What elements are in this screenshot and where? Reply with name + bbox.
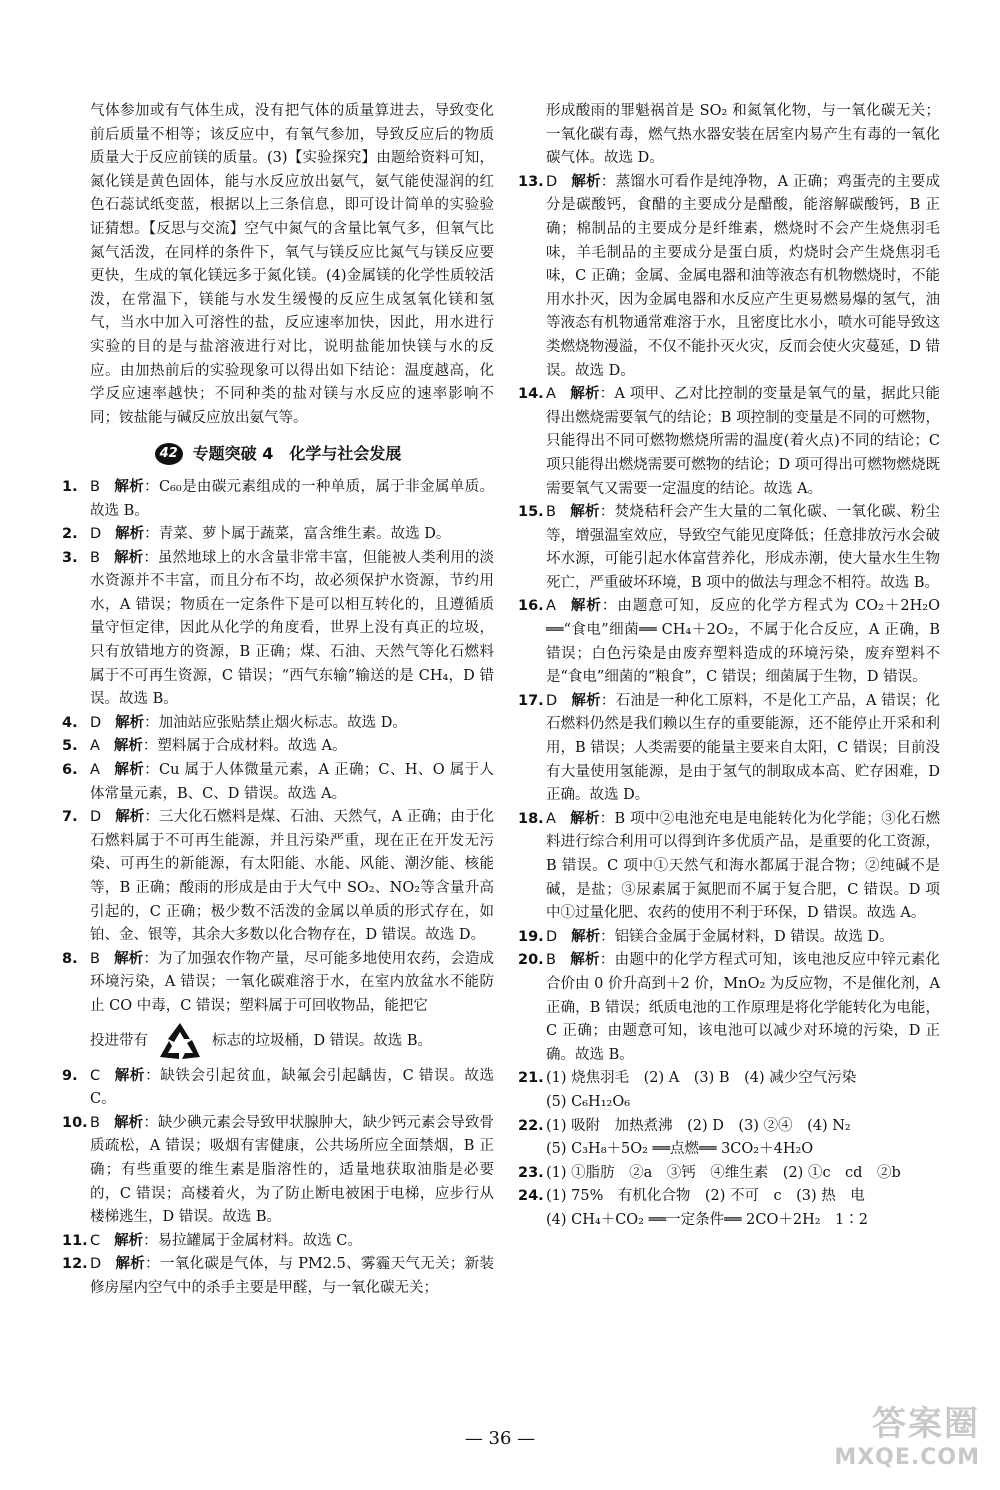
answer-list-left [62, 476, 494, 1301]
item-number: 18. [518, 810, 544, 827]
analysis-text: ：三大化石燃料是煤、石油、天然气，A 正确；由于化石燃料属于不可再生能源，并且污染严重，现在正在开发无污染、可再生的新能源，有太阳能、水能、风能、潮汐能、核能等，B 正确；酸雨的形成是由于大气中 SO₂、NO₂等含量升高引起的，C 正确；极少数不活泼的金属以单质的形式存在，如铂、金、银等，其余大多数以化合物存在，D 错误。故选 D。 [90, 809, 494, 944]
short-answer-item [518, 1185, 940, 1232]
item-number: 13. [518, 173, 544, 190]
answer-choice: D [90, 809, 102, 826]
short-answer-list [518, 1067, 940, 1232]
short-answer-line: (1) 烧焦羽毛 (2) A (3) B (4) 减少空气污染 [546, 1070, 857, 1087]
section-title: 专题突破 4 化学与社会发展 [192, 444, 402, 464]
analysis-text: ：塑料属于合成材料。故选 A。 [142, 738, 347, 755]
answer-item [62, 759, 494, 806]
answer-item [62, 1253, 494, 1300]
answer-choice: B [90, 950, 100, 967]
answer-item [62, 1230, 494, 1254]
continued-paragraph-right: 形成酸雨的罪魁祸首是 SO₂ 和氮氧化物，与一氧化碳无关；一氧化碳有毒，燃气热水器安装在居室内易产生有毒的一氧化碳气体。故选 D。 [546, 103, 940, 167]
analysis-label: 解析 [113, 762, 145, 779]
analysis-label: 解析 [113, 950, 144, 967]
item-number: 9. [62, 1067, 78, 1084]
item-number: 23. [518, 1164, 544, 1181]
analysis-text: ：缺铁会引起贫血，缺氟会引起龋齿，C 错误。故选 C。 [90, 1067, 495, 1108]
answer-choice: C [90, 1232, 101, 1249]
answer-item [518, 808, 940, 926]
item-number: 19. [518, 928, 544, 945]
analysis-label: 解析 [115, 809, 145, 826]
answer-item [518, 171, 940, 383]
item-number: 8. [62, 950, 78, 967]
analysis-text: ：为了加强农作物产量，尽可能多地使用农药，会造成环境污染，A 错误；一氧化碳难溶于水，在室内放盆水不能防止 CO 中毒，C 错误；塑料属于可回收物品，能把它 [90, 950, 495, 1014]
left-column [62, 100, 494, 1301]
section-heading [62, 442, 494, 466]
analysis-text: ：由题中的化学方程式可知，该电池反应中锌元素化合价由 0 价升高到＋2 价，MnO₂ 为反应物，不是催化剂，A 正确，B 错误；纸质电池的工作原理是将化学能转化为电能，C 正确；由题意可知，该电池可以减少对环境的污染，D 正确。故选 B。 [546, 952, 940, 1063]
item-number: 17. [518, 692, 544, 709]
short-answer-line: (1) ①脂肪 ②a ③钙 ④维生素 (2) ①c cd ②b [546, 1164, 901, 1181]
answer-item [62, 948, 494, 1019]
answer-item [518, 501, 940, 595]
analysis-label: 解析 [115, 714, 145, 731]
analysis-text: ：蒸馏水可看作是纯净物，A 正确；鸡蛋壳的主要成分是碳酸钙，食醋的主要成分是醋酸，能溶解碳酸钙，B 正确；棉制品的主要成分是纤维素，燃烧时不会产生烧焦羽毛味，羊毛制品的主要成分是蛋白质，灼烧时会产生烧焦羽毛味，C 正确；金属、金属电器和油等液态有机物燃烧时，不能用水扑灭，因为金属电器和水反应产生更易燃易爆的氢气，油等液态有机物通常难溶于水，且密度比水小，喷水可能导致这类燃烧物漫溢，不仅不能扑灭火灾，反而会使火灾蔓延，D 错误。故选 D。 [546, 173, 940, 379]
recycle-line [62, 1019, 494, 1065]
analysis-label: 解析 [571, 692, 601, 709]
analysis-text: ：B 项中②电池充电是电能转化为化学能；③化石燃料进行综合利用可以得到许多优质产品，是重要的化工资源，B 错误。C 项中①天然气和海水都属于混合物；②纯碱不是碱，是盐；③尿素属于氮肥而不属于复合肥，C 错误。D 项中①过量化肥、农药的使用不利于环保，D 错误。故选 A。 [546, 810, 941, 922]
item-number: 22. [518, 1117, 544, 1134]
item-number: 11. [62, 1232, 88, 1249]
analysis-text: ：加油站应张贴禁止烟火标志。故选 D。 [144, 714, 407, 731]
item-number: 20. [518, 952, 544, 969]
answer-item [518, 926, 940, 950]
continued-paragraph: 气体参加或有气体生成，没有把气体的质量算进去，导致变化前后质量不相等；该反应中，有氧气参加，导致反应后的物质质量大于反应前镁的质量。(3)【实验探究】由题给资料可知，氮化镁是黄色固体，能与水反应放出氨气，氨气能使湿润的红色石蕊试纸变蓝，根据以上三条信息，即可设计简单的实验验证猜想。【反思与交流】空气中氮气的含量比氧气多，但氧气比氮气活泼，在同样的条件下，氧气与镁反应比氮气与镁反应要更快，生成的氧化镁远多于氮化镁。(4)金属镁的化学性质较活泼，在常温下，镁能与水发生缓慢的反应生成氢氧化镁和氢气，当水中加入可溶性的盐，反应速率加快，因此，用水进行实验的目的是与盐溶液进行对比，说明盐能加快镁与水的反应。由加热前后的实验现象可以得出如下结论：温度越高，化学反应速率越快；不同种类的盐对镁与水反应的速率影响不同；铵盐能与碱反应放出氨气等。 [90, 103, 494, 426]
page-number: — 36 — [464, 1428, 536, 1449]
answer-choice: D [546, 173, 558, 190]
answer-item [62, 476, 494, 523]
item-number: 12. [62, 1256, 88, 1273]
answer-choice: B [546, 952, 556, 969]
answer-item [518, 595, 940, 689]
analysis-label: 解析 [569, 598, 602, 615]
answer-choice: A [546, 810, 556, 827]
answer-choice: B [90, 549, 100, 566]
analysis-text: ：C₆₀是由碳元素组成的一种单质，属于非金属单质。故选 B。 [90, 478, 495, 519]
answer-choice: D [90, 714, 102, 731]
short-answer-item [518, 1067, 940, 1114]
analysis-label: 解析 [571, 928, 601, 945]
answer-choice: B [90, 1114, 100, 1131]
answer-item [62, 806, 494, 948]
recycle-text-after: 标志的垃圾桶，D 错误。故选 B。 [212, 1032, 432, 1049]
short-answer-line: (5) C₆H₁₂O₆ [546, 1093, 631, 1110]
answer-choice: A [546, 386, 556, 403]
analysis-label: 解析 [113, 738, 143, 755]
answer-item [62, 1112, 494, 1230]
answer-choice: D [546, 928, 558, 945]
recycle-icon [154, 1019, 206, 1065]
item-number: 10. [62, 1114, 88, 1131]
section-number-badge: 42 [155, 443, 183, 465]
analysis-label: 解析 [114, 1067, 146, 1084]
answer-choice: A [90, 762, 100, 779]
answer-choice: A [90, 738, 100, 755]
answer-choice: D [546, 692, 558, 709]
analysis-label: 解析 [113, 549, 144, 566]
item-number: 21. [518, 1070, 544, 1087]
answer-choice: A [546, 598, 556, 615]
analysis-label: 解析 [114, 1232, 144, 1249]
short-answer-item [518, 1115, 940, 1162]
item-number: 14. [518, 386, 544, 403]
watermark-logo [834, 1396, 980, 1470]
answer-choice: D [90, 1256, 102, 1273]
analysis-text: ：铝镁合金属于金属材料，D 错误。故选 D。 [600, 928, 894, 945]
answer-item [62, 712, 494, 736]
analysis-text: ：易拉罐属于金属材料。故选 C。 [143, 1232, 362, 1249]
item-number: 7. [62, 809, 78, 826]
recycle-text-before: 投进带有 [90, 1032, 148, 1049]
answer-item [62, 523, 494, 547]
short-answer-line: (1) 吸附 加热煮沸 (2) D (3) ②④ (4) N₂ [546, 1117, 851, 1134]
answer-choice: C [90, 1067, 101, 1084]
answer-choice: D [90, 526, 102, 543]
item-number: 3. [62, 549, 78, 566]
answer-item [518, 383, 940, 501]
analysis-label: 解析 [569, 952, 600, 969]
watermark-url: MXQE.COM [834, 1445, 980, 1470]
analysis-text: ：缺少碘元素会导致甲状腺肿大，缺少钙元素会导致骨质疏松，A 错误；吸烟有害健康，公共场所应全面禁烟，B 正确；有些重要的维生素是脂溶性的，适量地获取油脂是必要的，C 错误；高楼着火，为了防止断电被困于电梯，应步行从楼梯逃生，D 错误。故选 B。 [90, 1114, 495, 1226]
answer-item [62, 547, 494, 712]
short-answer-item [518, 1162, 940, 1186]
analysis-label: 解析 [113, 1114, 144, 1131]
answer-item [62, 1065, 494, 1112]
analysis-label: 解析 [571, 173, 601, 190]
answer-choice: B [90, 478, 100, 495]
right-column [518, 100, 940, 1233]
answer-choice: B [546, 504, 556, 521]
analysis-label: 解析 [113, 478, 145, 495]
short-answer-line: (5) C₃H₈＋5O₂ ══点燃══ 3CO₂＋4H₂O [546, 1141, 814, 1158]
analysis-text: ：石油是一种化工原料，不是化工产品，A 错误；化石燃料仍然是我们赖以生存的重要能源，还不能停止开采和利用，B 错误；人类需要的能量主要来自太阳，C 错误；目前没有大量使用氢能源，是由于氢气的制取成本高、贮存困难，D 正确。故选 D。 [546, 692, 940, 804]
short-answer-line: (1) 75% 有机化合物 (2) 不可 c (3) 热 电 [546, 1188, 865, 1205]
analysis-label: 解析 [115, 1256, 146, 1273]
item-number: 5. [62, 738, 78, 755]
item-number: 2. [62, 526, 78, 543]
answer-list-right [518, 171, 940, 1068]
analysis-label: 解析 [569, 810, 600, 827]
item-number: 4. [62, 714, 78, 731]
answer-item [518, 690, 940, 808]
analysis-text: ：由题意可知，反应的化学方程式为 CO₂＋2H₂O ══“食电”细菌══ CH₄＋2O₂，不属于化合反应，A 正确，B 错误；白色污染是由废弃塑料造成的环境污染，废弃塑料不是“食电”细菌的“粮食”，C 错误；细菌属于生物，D 错误。 [546, 598, 940, 686]
watermark-text: 答案圈 [872, 1404, 980, 1444]
item-number: 24. [518, 1188, 544, 1205]
analysis-text: ：Cu 属于人体微量元素，A 正确；C、H、O 属于人体常量元素，B、C、D 错误。故选 A。 [90, 762, 495, 802]
answer-item [518, 949, 940, 1067]
short-answer-line: (4) CH₄＋CO₂ ══一定条件══ 2CO＋2H₂ 1∶2 [546, 1211, 868, 1228]
answer-item [62, 735, 494, 759]
analysis-text: ：虽然地球上的水含量非常丰富，但能被人类利用的淡水资源并不丰富，而且分布不均，故必须保护水资源，节约用水，A 错误；物质在一定条件下是可以相互转化的，且遵循质量守恒定律，因此从化学的角度看，世界上没有真正的垃圾，只有放错地方的资源，B 正确；煤、石油、天然气等化石燃料属于不可再生资源，C 错误；“西气东输”输送的是 CH₄，D 错误。故选 B。 [90, 549, 495, 708]
analysis-text: ：一氧化碳是气体，与 PM2.5、雾霾天气无关；新装修房屋内空气中的杀手主要是甲醛，与一氧化碳无关； [90, 1256, 494, 1296]
analysis-text: ：青菜、萝卜属于蔬菜，富含维生素。故选 D。 [144, 526, 451, 543]
item-number: 1. [62, 478, 78, 495]
item-number: 16. [518, 598, 544, 615]
item-number: 6. [62, 762, 78, 779]
analysis-label: 解析 [115, 526, 145, 543]
analysis-text: ：A 项甲、乙对比控制的变量是氧气的量，据此只能得出燃烧需要氧气的结论；B 项控制的变量是不同的可燃物，只能得出不同可燃物燃烧所需的温度(着火点)不同的结论；C 项只能得出燃烧需要可燃物的结论；D 项可得出可燃物燃烧既需要氧气又需要一定温度的结论。故选 A。 [546, 386, 940, 497]
analysis-label: 解析 [569, 504, 600, 521]
item-number: 15. [518, 504, 544, 521]
analysis-label: 解析 [569, 386, 600, 403]
analysis-text: ：焚烧秸秆会产生大量的二氧化碳、一氧化碳、粉尘等，增强温室效应，导致空气能见度降低；任意排放污水会破坏水源，可能引起水体富营养化，形成赤潮，使大量水生生物死亡，严重破坏环境，B 项中的做法与理念不相符。故选 B。 [546, 504, 940, 591]
